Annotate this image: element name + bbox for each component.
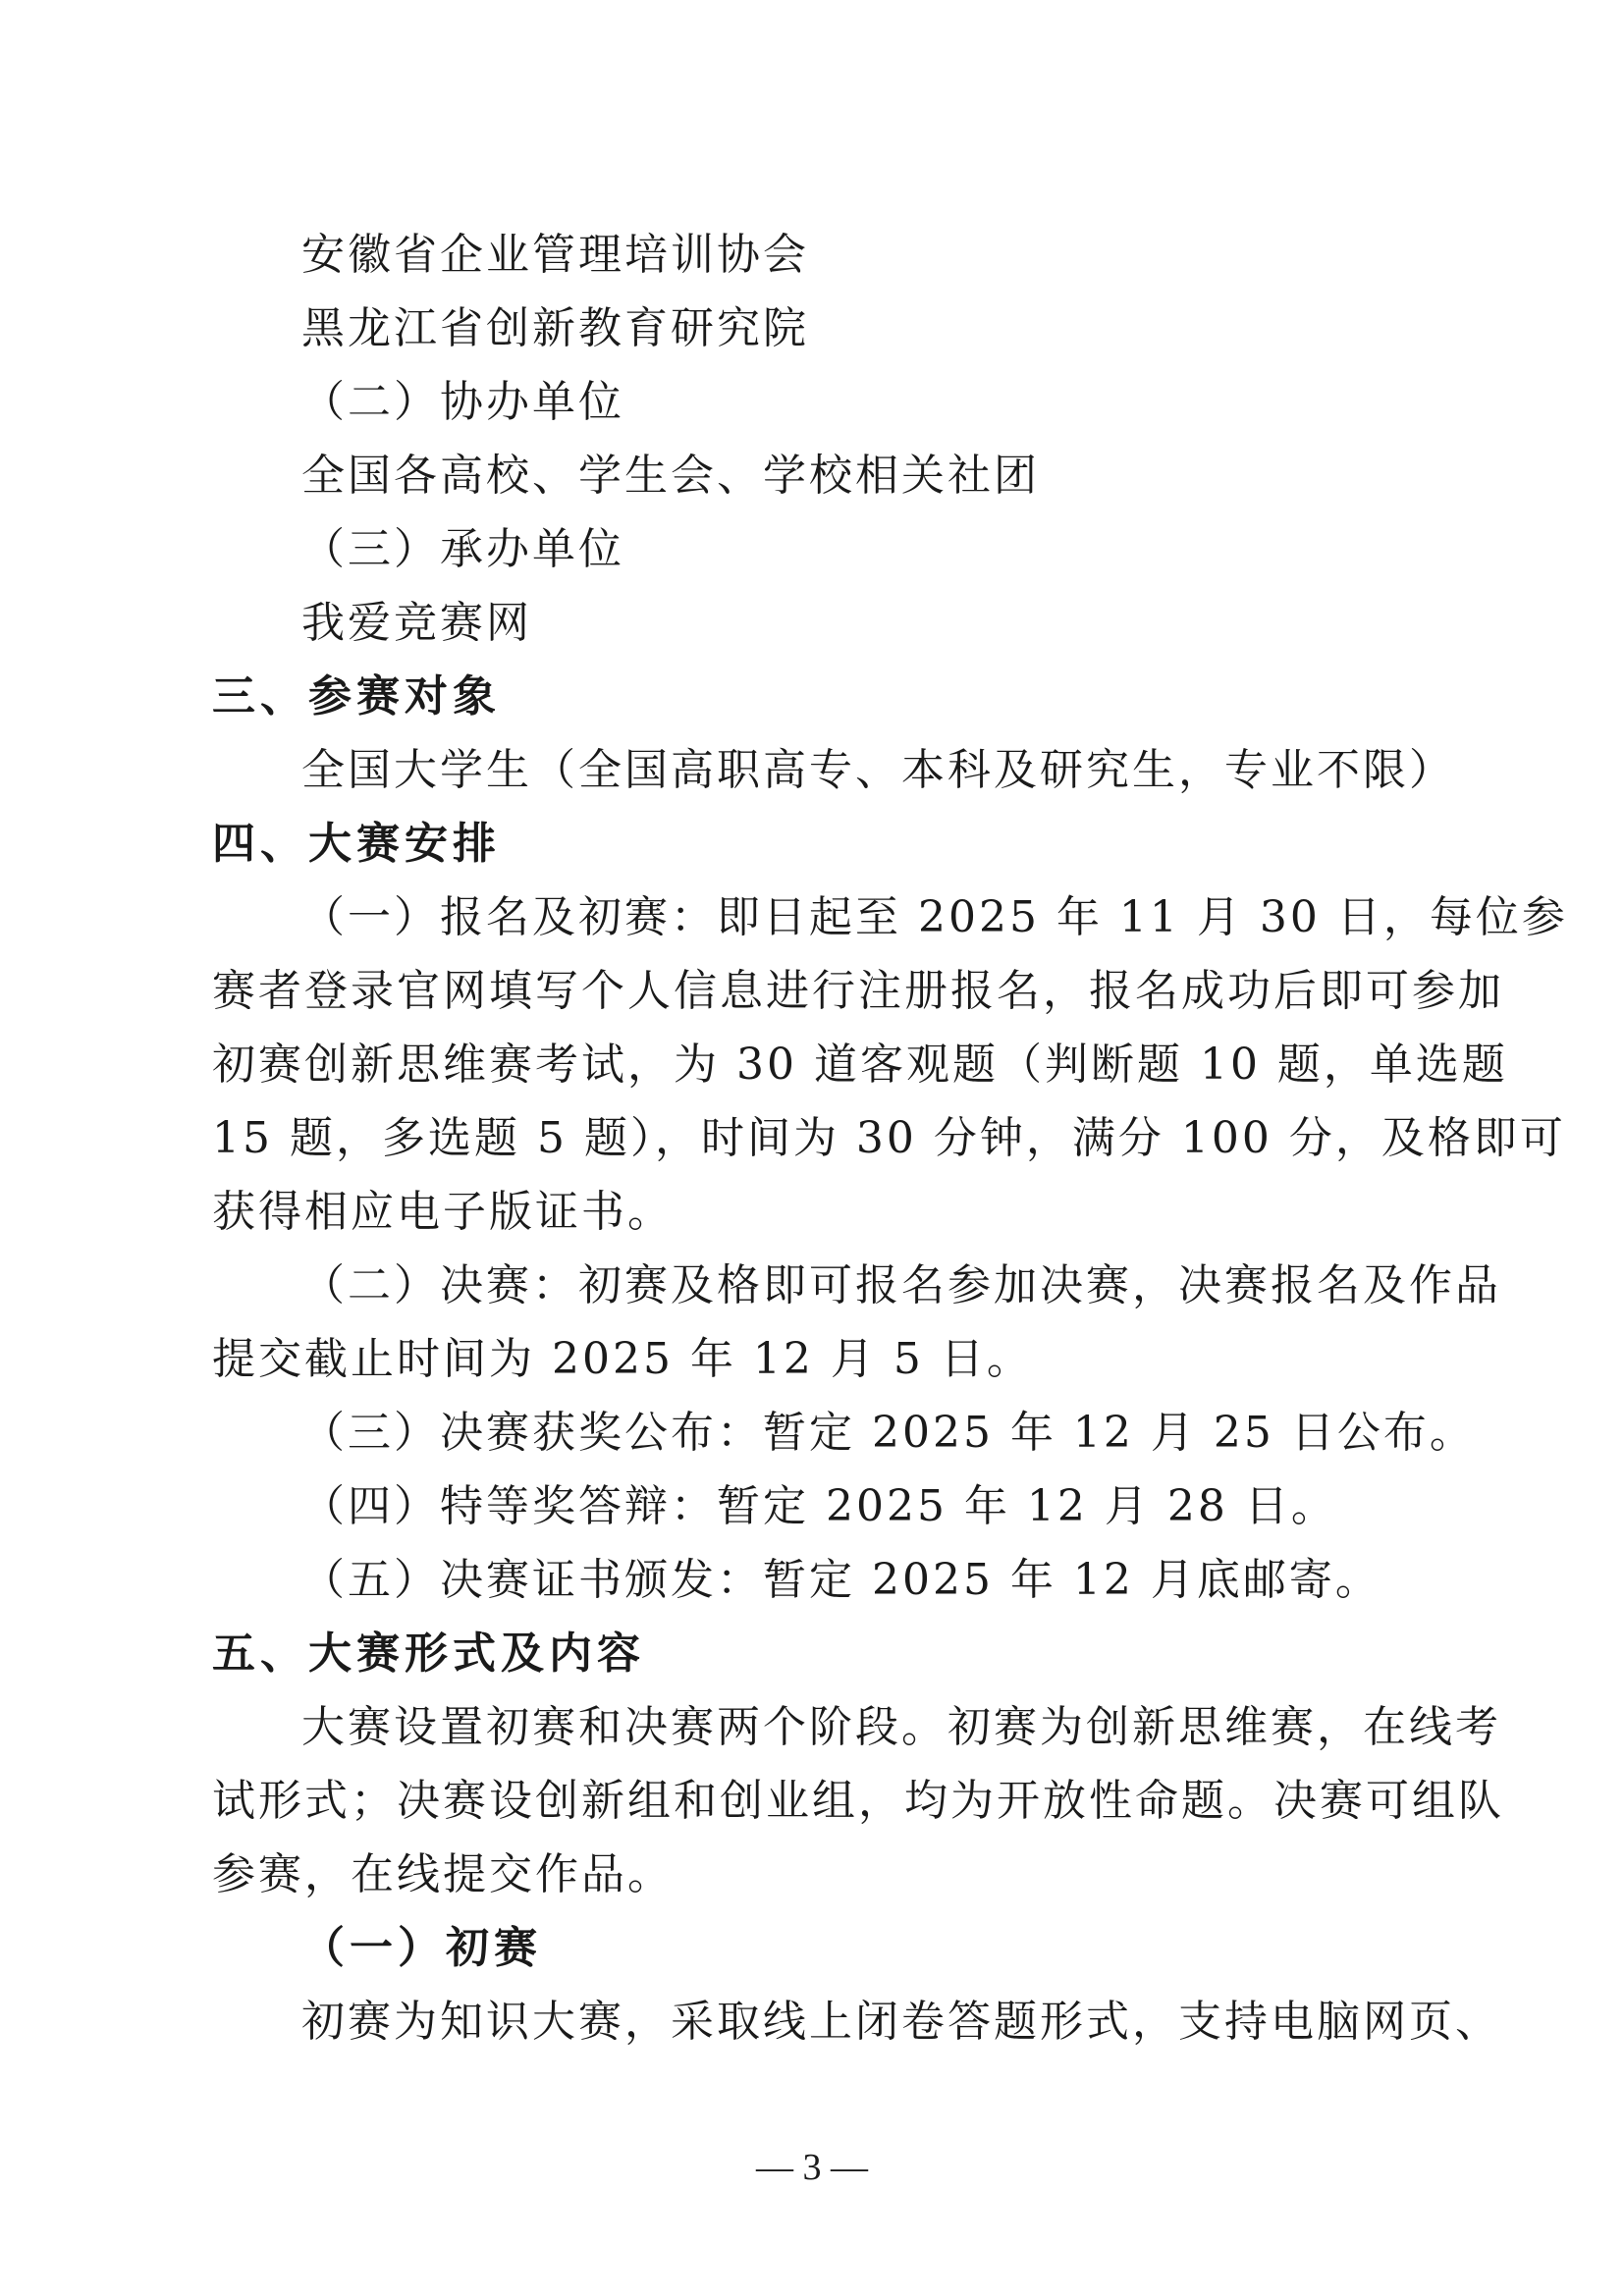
schedule-paragraph-1-line-4: 15 题，多选题 5 题），时间为 30 分钟，满分 100 分，及格即可	[212, 1113, 1566, 1163]
schedule-paragraph-1-line-5: 获得相应电子版证书。	[212, 1187, 674, 1237]
section-heading-participants: 三、参赛对象	[212, 671, 501, 721]
schedule-paragraph-1-line-3: 初赛创新思维赛考试，为 30 道客观题（判断题 10 题，单选题	[212, 1040, 1508, 1090]
schedule-item-5: （五）决赛证书颁发：暂定 2025 年 12 月底邮寄。	[301, 1555, 1381, 1605]
subheading-preliminary: （一）初赛	[301, 1923, 542, 1973]
format-paragraph-line-3: 参赛，在线提交作品。	[212, 1849, 674, 1899]
preliminary-paragraph-line-1: 初赛为知识大赛，采取线上闭卷答题形式，支持电脑网页、	[301, 1997, 1501, 2047]
schedule-paragraph-2-line-1: （二）决赛：初赛及格即可报名参加决赛，决赛报名及作品	[301, 1260, 1501, 1310]
participants-text: 全国大学生（全国高职高专、本科及研究生，专业不限）	[301, 745, 1455, 795]
schedule-item-4: （四）特等奖答辩：暂定 2025 年 12 月 28 日。	[301, 1481, 1337, 1531]
schedule-item-3: （三）决赛获奖公布：暂定 2025 年 12 月 25 日公布。	[301, 1408, 1476, 1458]
undertaker-text: 我爱竞赛网	[301, 598, 532, 648]
format-paragraph-line-1: 大赛设置初赛和决赛两个阶段。初赛为创新思维赛，在线考	[301, 1702, 1501, 1752]
subheading-undertaker: （三）承办单位	[301, 524, 624, 574]
format-paragraph-line-2: 试形式；决赛设创新组和创业组，均为开放性命题。决赛可组队	[212, 1776, 1504, 1826]
section-heading-format: 五、大赛形式及内容	[212, 1629, 645, 1679]
organizer-heilongjiang: 黑龙江省创新教育研究院	[301, 303, 809, 353]
subheading-co-organizer: （二）协办单位	[301, 377, 624, 427]
section-heading-schedule: 四、大赛安排	[212, 819, 501, 869]
schedule-paragraph-1-line-2: 赛者登录官网填写个人信息进行注册报名，报名成功后即可参加	[212, 966, 1504, 1016]
schedule-paragraph-2-line-2: 提交截止时间为 2025 年 12 月 5 日。	[212, 1334, 1033, 1384]
organizer-anhui: 安徽省企业管理培训协会	[301, 230, 809, 280]
schedule-paragraph-1-line-1: （一）报名及初赛：即日起至 2025 年 11 月 30 日，每位参	[301, 892, 1568, 942]
page-number: — 3 —	[756, 2147, 868, 2188]
co-organizer-text: 全国各高校、学生会、学校相关社团	[301, 451, 1040, 501]
